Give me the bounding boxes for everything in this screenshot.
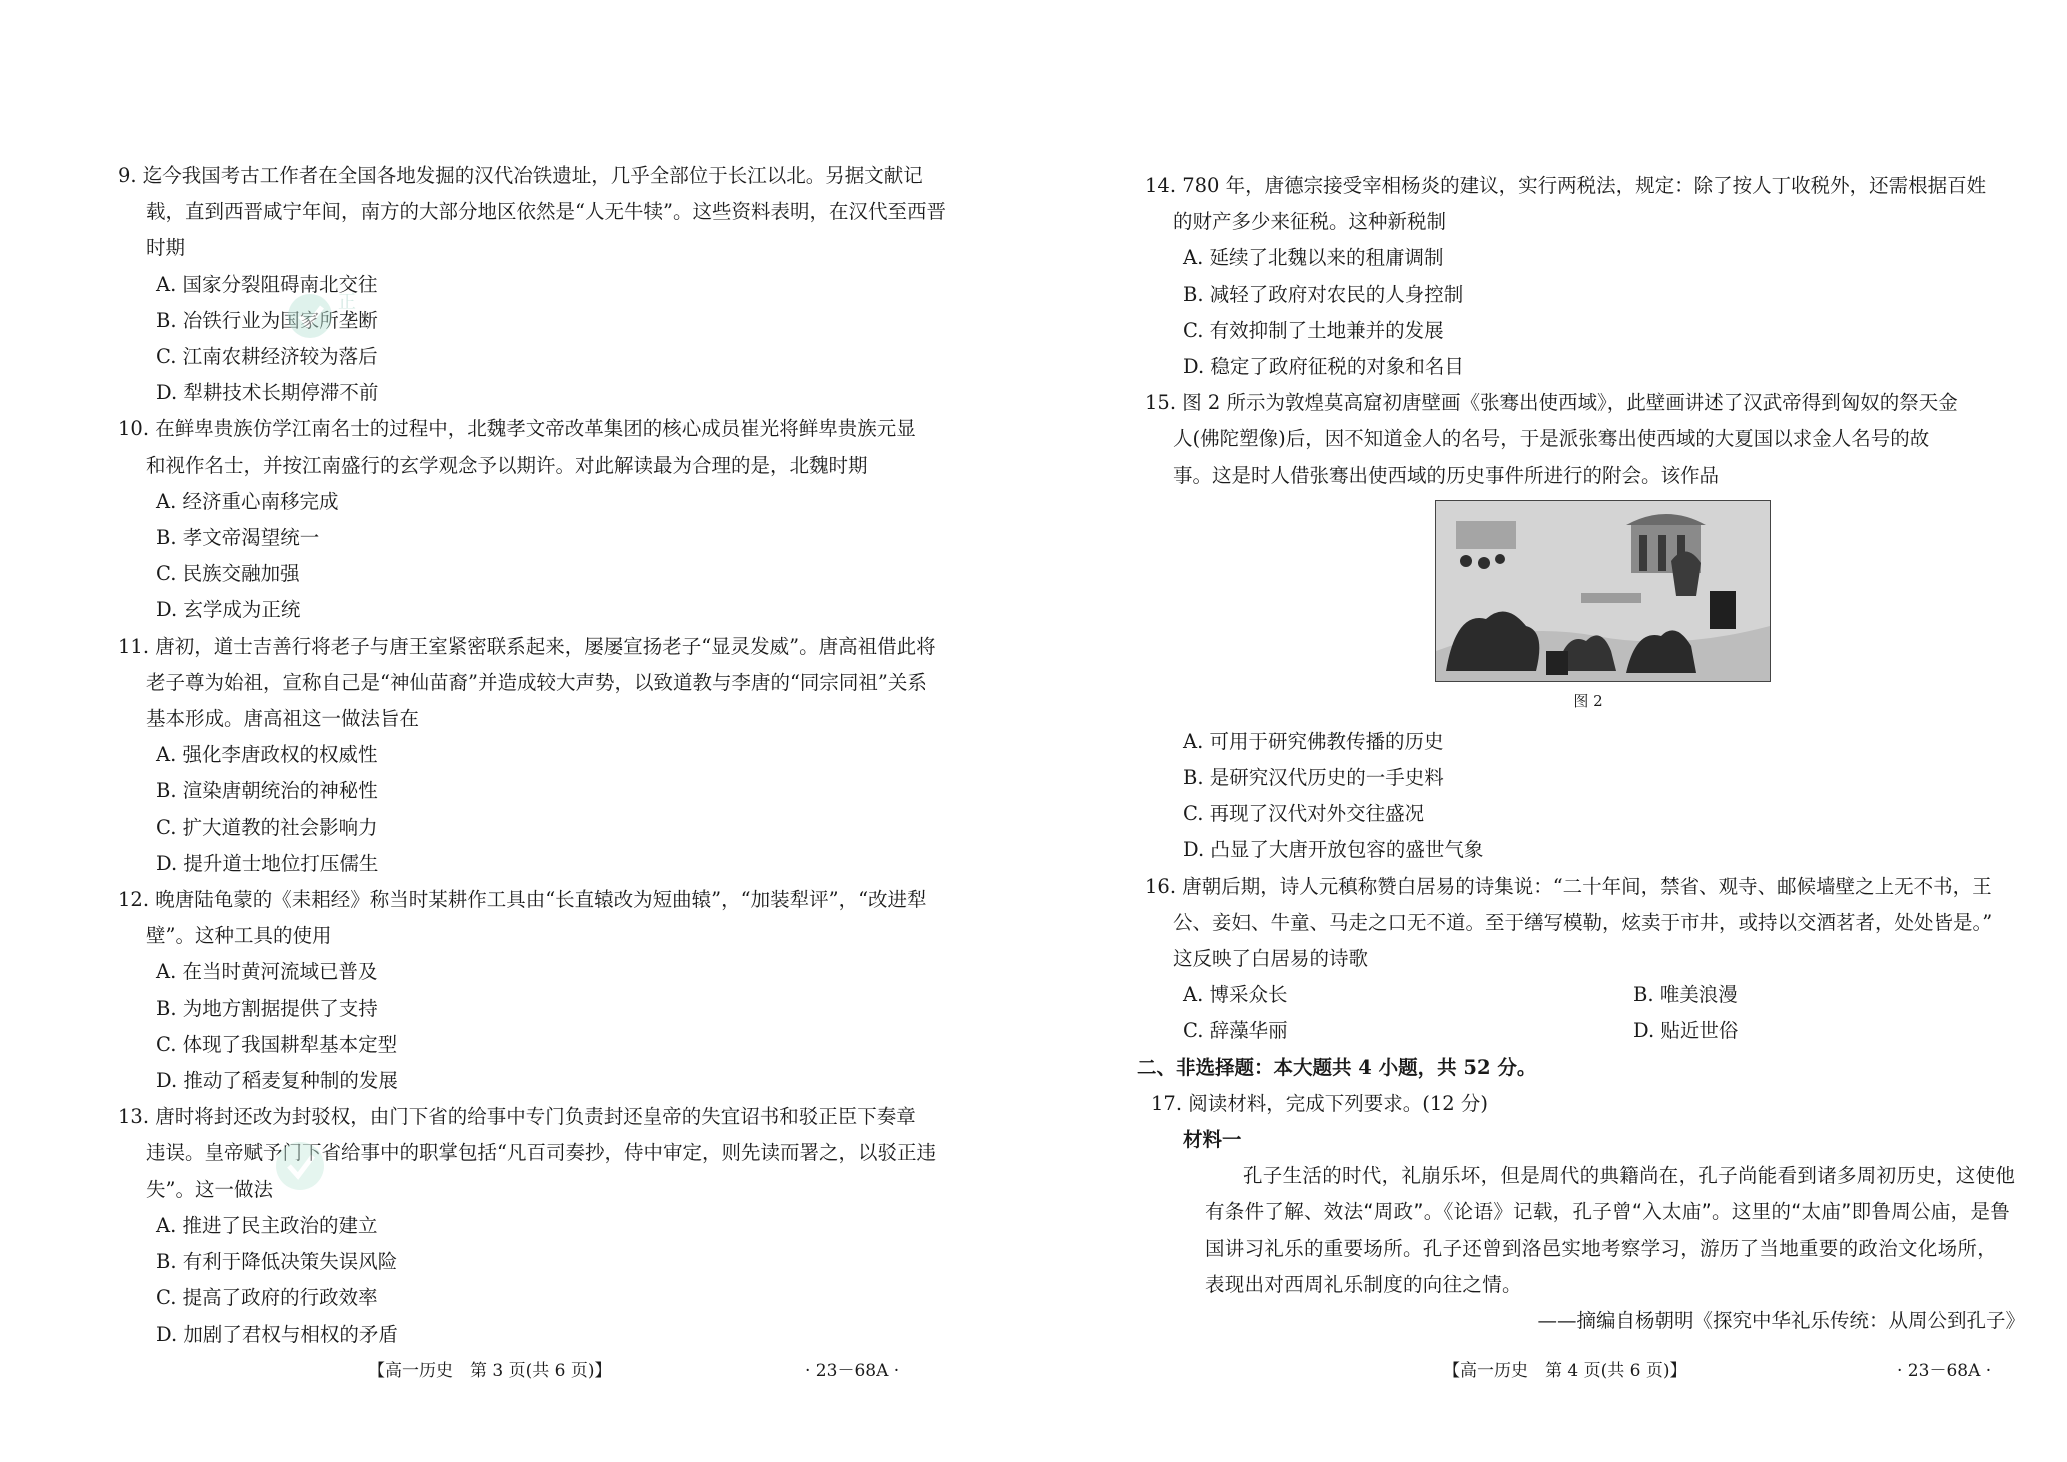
option-a: A. 国家分裂阻碍南北交往 (156, 272, 378, 296)
page-footer-title: 【高一历史 第 4 页(共 6 页)】 (1443, 1361, 1687, 1381)
material-line: 孔子生活的时代，礼崩乐坏，但是周代的典籍尚在，孔子尚能看到诸多周初历史，这使他 (1243, 1164, 2016, 1188)
section-heading: 二、非选择题：本大题共 4 小题，共 52 分。 (1137, 1055, 1537, 1079)
option-d: D. 推动了稻麦复种制的发展 (156, 1069, 398, 1093)
option-c: C. 再现了汉代对外交往盛况 (1183, 802, 1425, 826)
question-line: 公、妾妇、牛童、马走之口无不道。至于缮写模勒，炫卖于市井，或持以交酒茗者，处处皆是。” (1173, 910, 1993, 934)
question-line: 人(佛陀塑像)后，因不知道金人的名号，于是派张骞出使西域的大夏国以求金人名号的故 (1173, 427, 1930, 451)
question-12 (118, 882, 930, 1099)
option-a: A. 推进了民主政治的建立 (156, 1213, 378, 1237)
question-line: 14. 780 年，唐德宗接受宰相杨炎的建议，实行两税法，规定：除了按人丁收税外，还需根据百姓 (1145, 174, 1987, 197)
question-line: 壁”。这种工具的使用 (146, 924, 332, 948)
material-title: 材料一 (1183, 1128, 1242, 1152)
material-line: 表现出对西周礼乐制度的向往之情。 (1205, 1272, 1522, 1296)
material-line: 国讲习礼乐的重要场所。孔子还曾到洛邑实地考察学习，游历了当地重要的政治文化场所， (1205, 1236, 1998, 1260)
watermark-logo-icon (282, 272, 402, 362)
figure-2 (1435, 500, 1771, 720)
question-9 (118, 158, 946, 411)
option-d: D. 贴近世俗 (1633, 1019, 1739, 1043)
left-page (0, 0, 1033, 1462)
mural-image (1435, 500, 1771, 682)
option-a: A. 延续了北魏以来的租庸调制 (1183, 246, 1444, 270)
option-c: C. 江南农耕经济较为落后 (156, 345, 378, 369)
question-line: 时期 (146, 236, 186, 260)
question-line: 老子尊为始祖，宣称自己是“神仙苗裔”并造成较大声势，以致道教与李唐的“同宗同祖”关系 (146, 670, 927, 694)
right-column (1137, 168, 2045, 1339)
option-c: C. 有效抑制了土地兼并的发展 (1183, 318, 1444, 342)
material-line: 有条件了解、效法“周政”。《论语》记载，孔子曾“入太庙”。这里的“太庙”即鲁周公庙，是鲁 (1205, 1200, 2011, 1224)
question-15 (1145, 385, 2045, 868)
option-d: D. 提升道士地位打压儒生 (156, 851, 379, 875)
material-source: ——摘编自杨朝明《探究中华礼乐传统：从周公到孔子》 (1537, 1309, 2025, 1333)
question-14 (1145, 168, 2045, 385)
option-b: B. 渲染唐朝统治的神秘性 (156, 779, 378, 803)
question-line: 基本形成。唐高祖这一做法旨在 (146, 707, 420, 731)
q17-prompt: 17. 阅读材料，完成下列要求。(12 分) (1151, 1091, 1488, 1115)
option-a: A. 强化李唐政权的权威性 (156, 743, 378, 767)
question-line: 15. 图 2 所示为敦煌莫高窟初唐壁画《张骞出使西域》，此壁画讲述了汉武帝得到匈奴的祭天金 (1145, 391, 1958, 415)
question-line: 9. 迄今我国考古工作者在全国各地发掘的汉代冶铁遗址，几乎全部位于长江以北。另据文献记 (118, 164, 923, 187)
page-footer-code: · 23－68A · (1897, 1361, 1992, 1381)
option-d: D. 犁耕技术长期停滞不前 (156, 381, 379, 405)
question-line: 13. 唐时将封还改为封驳权，由门下省的给事中专门负责封还皇帝的失宜诏书和驳正臣下奏章 (118, 1105, 916, 1129)
figure-caption: 图 2 (1573, 691, 1603, 710)
question-line: 这反映了白居易的诗歌 (1173, 947, 1369, 971)
option-b: B. 是研究汉代历史的一手史料 (1183, 766, 1444, 790)
option-b: B. 冶铁行业为国家所垄断 (156, 308, 378, 332)
option-b: B. 唯美浪漫 (1633, 983, 1738, 1007)
option-c: C. 民族交融加强 (156, 562, 300, 586)
left-column (118, 158, 946, 1353)
question-line: 事。这是时人借张骞出使西域的历史事件所进行的附会。该作品 (1173, 463, 1720, 487)
question-line: 16. 唐朝后期，诗人元稹称赞白居易的诗集说：“二十年间，禁省、观寺、邮候墙壁之上无不书，王 (1145, 874, 1992, 898)
option-c: C. 扩大道教的社会影响力 (156, 815, 378, 839)
option-a: A. 博采众长 (1183, 983, 1288, 1007)
option-d: D. 玄学成为正统 (156, 598, 301, 622)
question-line: 12. 晚唐陆龟蒙的《耒耜经》称当时某耕作工具由“长直辕改为短曲辕”，“加装犁评”，“改进犁 (118, 888, 927, 912)
question-line: 失”。这一做法 (146, 1177, 273, 1201)
option-d: D. 稳定了政府征税的对象和名目 (1183, 355, 1464, 379)
question-line: 和视作名士，并按江南盛行的玄学观念予以期许。对此解读最为合理的是，北魏时期 (146, 453, 868, 477)
options-row (1145, 977, 2045, 1013)
question-10 (118, 411, 930, 628)
svg-text:正: 正 (338, 292, 356, 313)
question-13 (118, 1099, 936, 1352)
question-16 (1145, 869, 2045, 1050)
question-line: 载，直到西晋咸宁年间，南方的大部分地区依然是“人无牛犊”。这些资料表明，在汉代至西晋 (146, 200, 946, 224)
options-row (1145, 1013, 2045, 1049)
option-c: C. 辞藻华丽 (1183, 1019, 1288, 1043)
page-footer-title: 【高一历史 第 3 页(共 6 页)】 (368, 1361, 612, 1381)
option-a: A. 经济重心南移完成 (156, 489, 339, 513)
page-footer-code: · 23－68A · (805, 1361, 900, 1381)
question-line: 11. 唐初，道士吉善行将老子与唐王室紧密联系起来，屡屡宣扬老子“显灵发威”。唐高祖借此将 (118, 634, 936, 658)
question-line: 违误。皇帝赋予门下省给事中的职掌包括“凡百司奏抄，侍中审定，则先读而署之，以驳正违 (146, 1141, 936, 1165)
question-11 (118, 629, 936, 882)
right-page (1033, 0, 2067, 1462)
question-line: 的财产多少来征税。这种新税制 (1173, 210, 1447, 234)
option-c: C. 体现了我国耕犁基本定型 (156, 1032, 398, 1056)
option-b: B. 减轻了政府对农民的人身控制 (1183, 282, 1464, 306)
option-d: D. 加剧了君权与相权的矛盾 (156, 1322, 398, 1346)
option-d: D. 凸显了大唐开放包容的盛世气象 (1183, 838, 1484, 862)
watermark-logo-icon (270, 1120, 400, 1210)
option-a: A. 在当时黄河流域已普及 (156, 960, 378, 984)
question-line: 10. 在鲜卑贵族仿学江南名士的过程中，北魏孝文帝改革集团的核心成员崔光将鲜卑贵族元显 (118, 417, 916, 441)
option-c: C. 提高了政府的行政效率 (156, 1286, 378, 1310)
option-b: B. 有利于降低决策失误风险 (156, 1250, 398, 1274)
material-body (1145, 1158, 2045, 1303)
option-b: B. 为地方割据提供了支持 (156, 996, 378, 1020)
option-a: A. 可用于研究佛教传播的历史 (1183, 729, 1444, 753)
option-b: B. 孝文帝渴望统一 (156, 526, 320, 550)
